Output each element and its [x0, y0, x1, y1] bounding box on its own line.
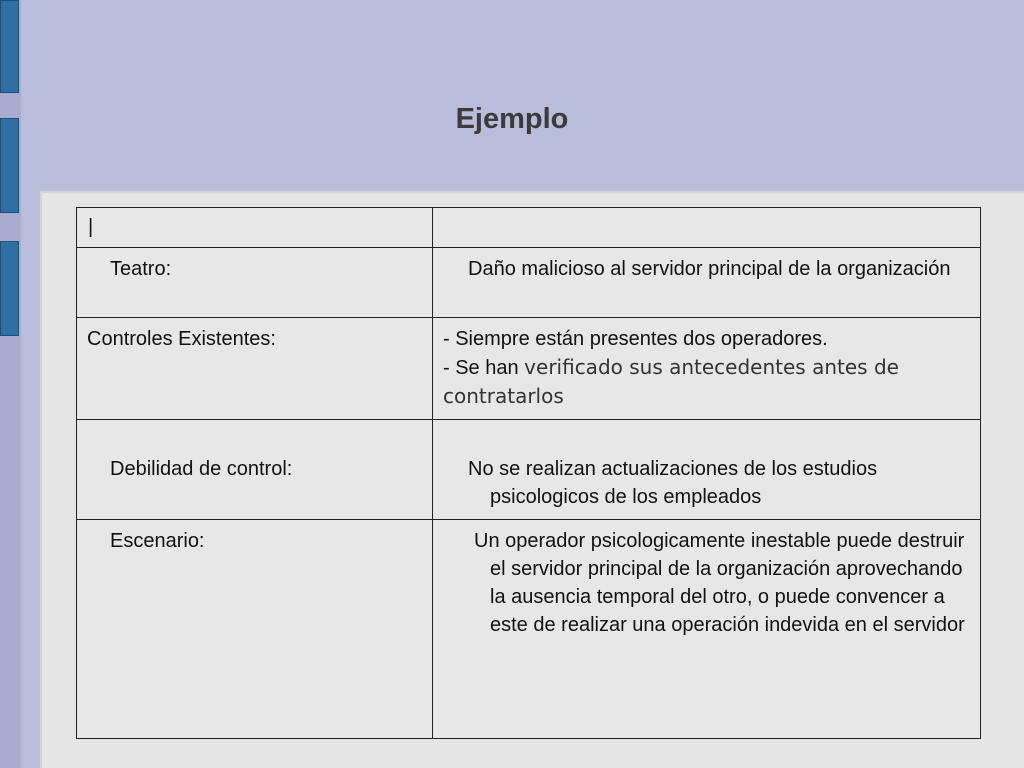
table-cell-label[interactable] — [77, 318, 433, 420]
table-cell-value[interactable] — [433, 248, 981, 318]
row-value-line-1: - Siempre están presentes dos operadores. — [443, 328, 828, 350]
row-value-line-2-rest: verificado sus antecedentes antes de contratarlos — [443, 355, 899, 408]
table-row-escenario — [77, 520, 981, 739]
row-value: No se realizan actualizaciones de los estudios psicologicos de los empleados — [468, 458, 878, 508]
table-cell-label[interactable] — [77, 520, 433, 739]
table-cell-label[interactable] — [77, 248, 433, 318]
sidebar-tab-1 — [0, 0, 19, 93]
table-cell-value[interactable] — [433, 318, 981, 420]
table-row-header — [77, 208, 981, 248]
table-cell-empty[interactable] — [433, 208, 981, 248]
row-label: Escenario: — [110, 530, 205, 552]
table-cell-value[interactable] — [433, 520, 981, 739]
table-row-teatro — [77, 248, 981, 318]
table-row-debilidad — [77, 420, 981, 520]
slide-title: Ejemplo — [455, 103, 569, 135]
row-value: Daño malicioso al servidor principal de la organización — [468, 258, 951, 280]
row-value-line-2-prefix: - Se han — [443, 357, 525, 379]
table-cell-value[interactable] — [433, 420, 981, 520]
row-label: Controles Existentes: — [87, 328, 276, 350]
row-value: Un operador psicologicamente inestable puede destruir el servidor principal de la organización aprovechando la ausencia temporal del otro, o puede convencer a este de realizar una operación indevida en el servidor — [474, 530, 965, 636]
table-row-controles — [77, 318, 981, 420]
table-cell-label[interactable] — [77, 420, 433, 520]
row-label: Teatro: — [110, 258, 172, 280]
row-value-line-2 — [443, 353, 969, 411]
row-label: Debilidad de control: — [110, 458, 293, 480]
row-value — [434, 319, 979, 411]
sidebar-tab-3 — [0, 241, 19, 336]
text-cursor: | — [88, 216, 94, 238]
table-cell-cursor[interactable] — [77, 208, 433, 248]
risk-table — [76, 207, 981, 739]
